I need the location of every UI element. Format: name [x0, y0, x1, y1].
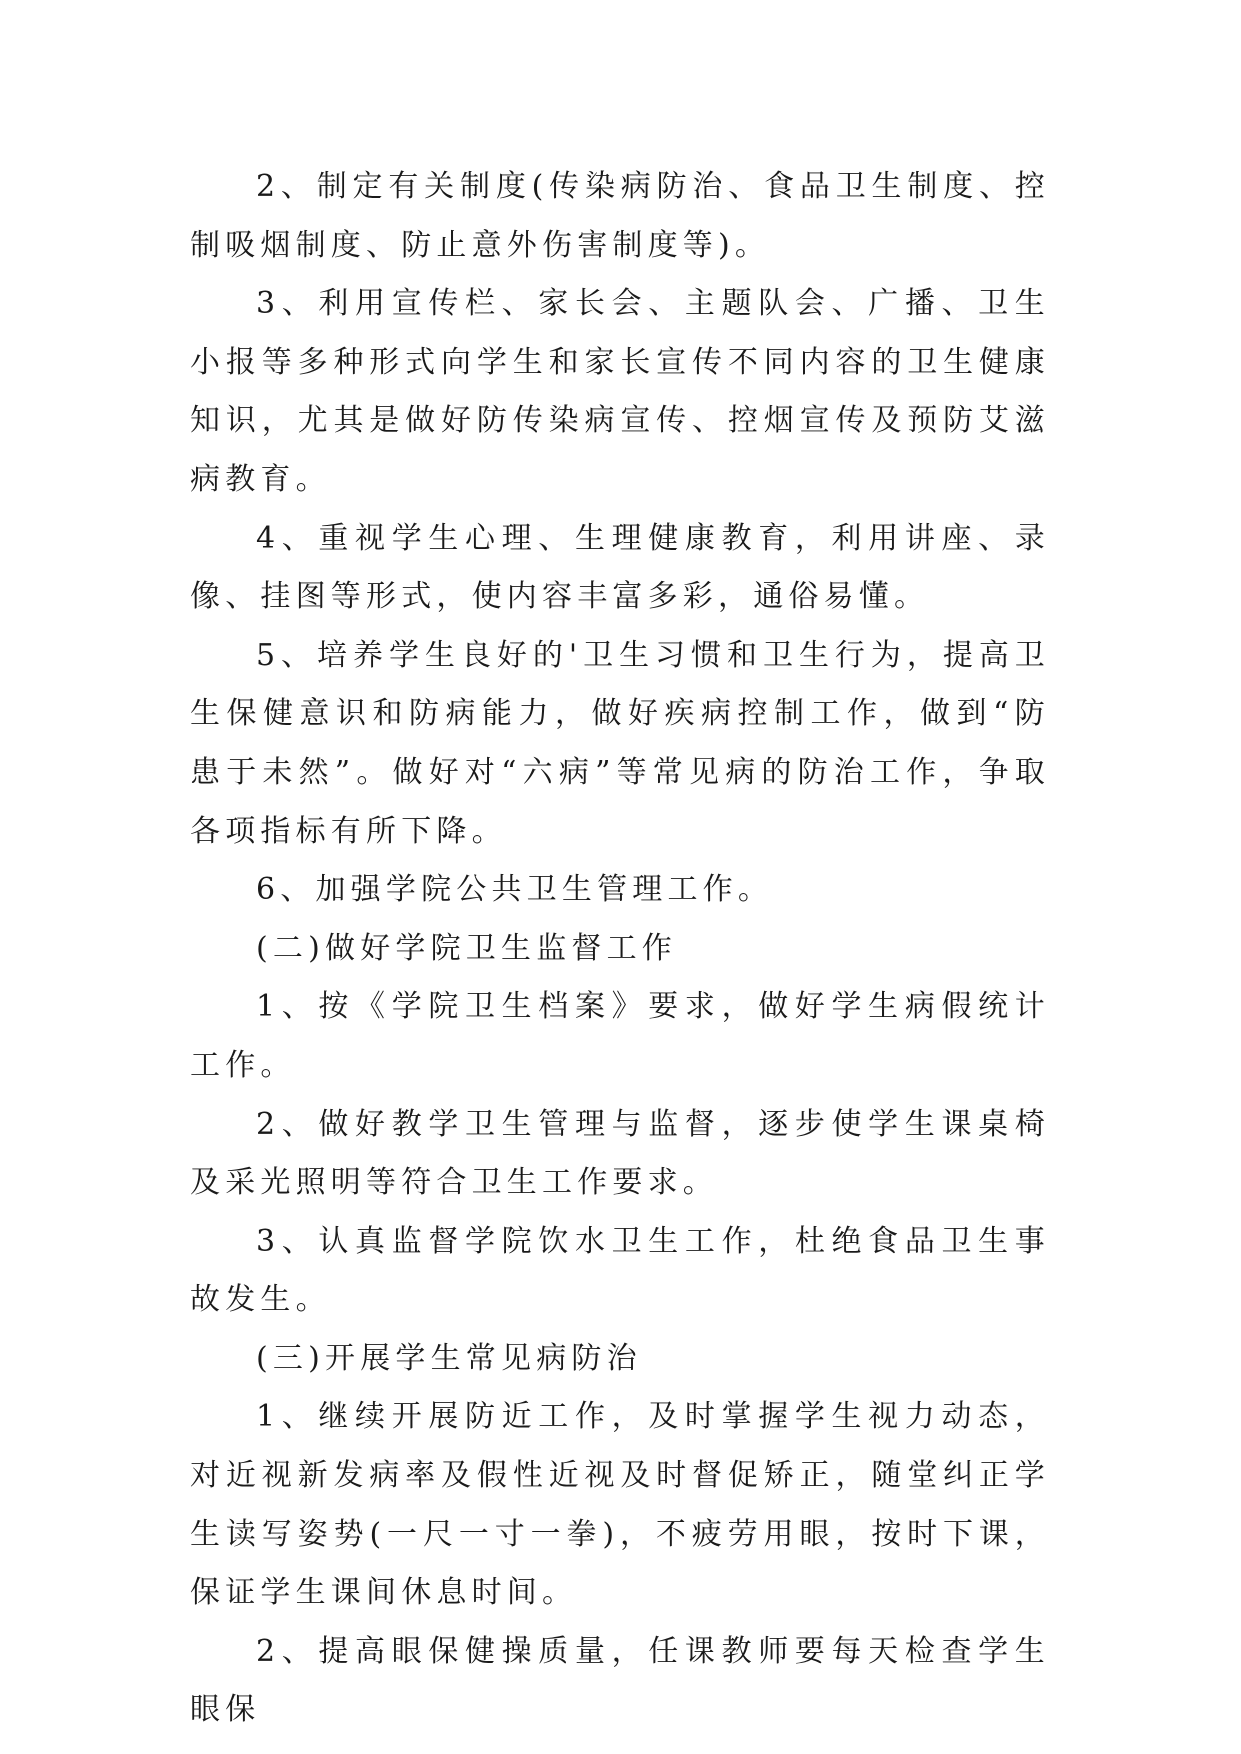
- paragraph-item-2-eye-exercises: 2、提高眼保健操质量，任课教师要每天检查学生眼保: [190, 1633, 1050, 1728]
- paragraph-item-4-health-education: 4、重视学生心理、生理健康教育，利用讲座、录像、挂图等形式，使内容丰富多彩，通俗易懂。: [190, 520, 1050, 615]
- paragraph-item-3-water-food: 3、认真监督学院饮水卫生工作，杜绝食品卫生事故发生。: [190, 1223, 1050, 1318]
- paragraph-item-2-teaching-hygiene: 2、做好教学卫生管理与监督，逐步使学生课桌椅及采光照明等符合卫生工作要求。: [190, 1106, 1050, 1201]
- paragraph-item-6-public-hygiene: 6、加强学院公共卫生管理工作。: [256, 872, 774, 908]
- paragraph-item-1-myopia: 1、继续开展防近工作，及时掌握学生视力动态，对近视新发病率及假性近视及时督促矫正，随堂纠正学生读写姿势(一尺一寸一拳)，不疲劳用眼，按时下课，保证学生课间休息时间。: [190, 1399, 1050, 1611]
- paragraph-item-5-hygiene-habits: 5、培养学生良好的'卫生习惯和卫生行为，提高卫生保健意识和防病能力，做好疾病控制工作，做到“防患于未然”。做好对“六病”等常见病的防治工作，争取各项指标有所下降。: [190, 637, 1050, 849]
- document-body: [190, 158, 1050, 1740]
- section-heading-common-diseases: (三)开展学生常见病防治: [256, 1340, 642, 1376]
- paragraph-item-3-publicity: 3、利用宣传栏、家长会、主题队会、广播、卫生小报等多种形式向学生和家长宣传不同内容的卫生健康知识，尤其是做好防传染病宣传、控烟宣传及预防艾滋病教育。: [190, 286, 1050, 497]
- paragraph-item-2-regulations: 2、制定有关制度(传染病防治、食品卫生制度、控制吸烟制度、防止意外伤害制度等)。: [190, 169, 1050, 263]
- paragraph-item-1-sick-leave: 1、按《学院卫生档案》要求，做好学生病假统计工作。: [190, 989, 1050, 1083]
- section-heading-supervision: (二)做好学院卫生监督工作: [256, 930, 678, 966]
